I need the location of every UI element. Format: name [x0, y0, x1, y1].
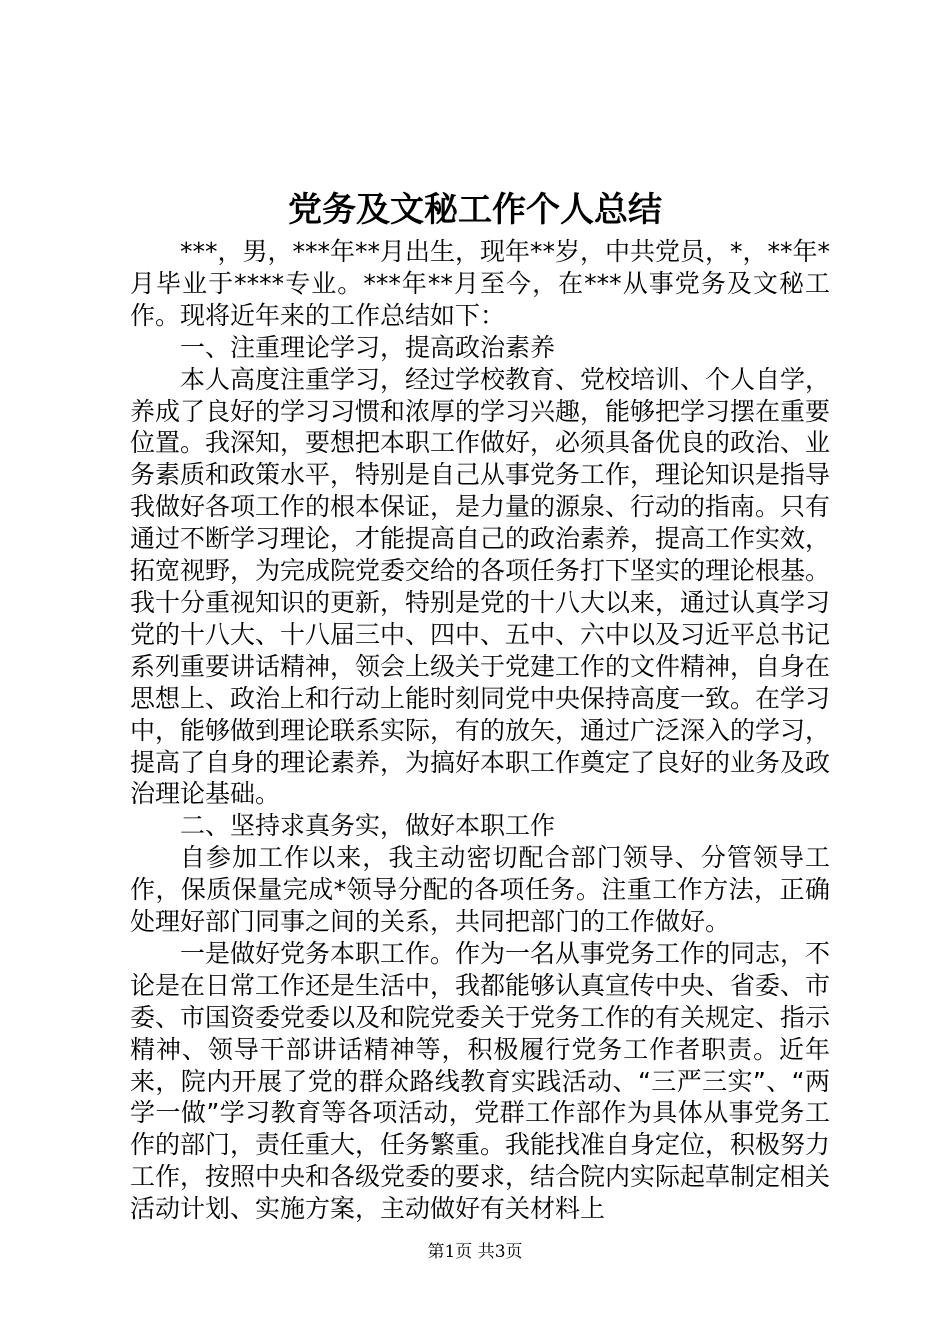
section-2-paragraph-2: 一是做好党务本职工作。作为一名从事党务工作的同志，不论是在日常工作还是生活中，我都能够认真宣传中央、省委、市委、市国资委党委以及和院党委关于党务工作的有关规定、指示精神、领导干部讲话精神等，积极履行党务工作者职责。近年来，院内开展了党的群众路线教育实践活动、“三严三实”、“两学一做”学习教育等各项活动，党群工作部作为具体从事党务工作的部门，责任重大，任务繁重。我能找准自身定位，积极努力工作，按照中央和各级党委的要求，结合院内实际起草制定相关活动计划、实施方案，主动做好有关材料上 — [130, 938, 831, 1224]
intro-paragraph: ***，男，***年**月出生，现年**岁，中共党员，*，**年*月毕业于****专业。***年**月至今，在***从事党务及文秘工作。现将近年来的工作总结如下： — [130, 237, 831, 330]
document-body — [130, 236, 830, 1225]
section-1-paragraph: 本人高度注重学习，经过学校教育、党校培训、个人自学，养成了良好的学习习惯和浓厚的学习兴趣，能够把学习摆在重要位置。我深知，要想把本职工作做好，必须具备优良的政治、业务素质和政策水平，特别是自己从事党务工作，理论知识是指导我做好各项工作的根本保证，是力量的源泉、行动的指南。只有通过不断学习理论，才能提高自己的政治素养，提高工作实效，拓宽视野，为完成院党委交给的各项任务打下坚实的理论根基。我十分重视知识的更新，特别是党的十八大以来，通过认真学习党的十八大、十八届三中、四中、五中、六中以及习近平总书记系列重要讲话精神，领会上级关于党建工作的文件精神，自身在思想上、政治上和行动上能时刻同党中央保持高度一致。在学习中，能够做到理论联系实际，有的放矢，通过广泛深入的学习，提高了自身的理论素养，为搞好本职工作奠定了良好的业务及政治理论基础。 — [130, 364, 831, 809]
document-title: 党务及文秘工作个人总结 — [288, 190, 662, 230]
page-footer: 第1页 共3页 — [427, 1242, 523, 1262]
section-2-paragraph-1: 自参加工作以来，我主动密切配合部门领导、分管领导工作，保质保量完成*领导分配的各项任务。注重工作方法，正确处理好部门同事之间的关系，共同把部门的工作做好。 — [130, 843, 830, 937]
section-heading-2: 二、坚持求真务实，做好本职工作 — [180, 811, 556, 841]
section-heading-1: 一、注重理论学习，提高政治素养 — [180, 332, 556, 362]
